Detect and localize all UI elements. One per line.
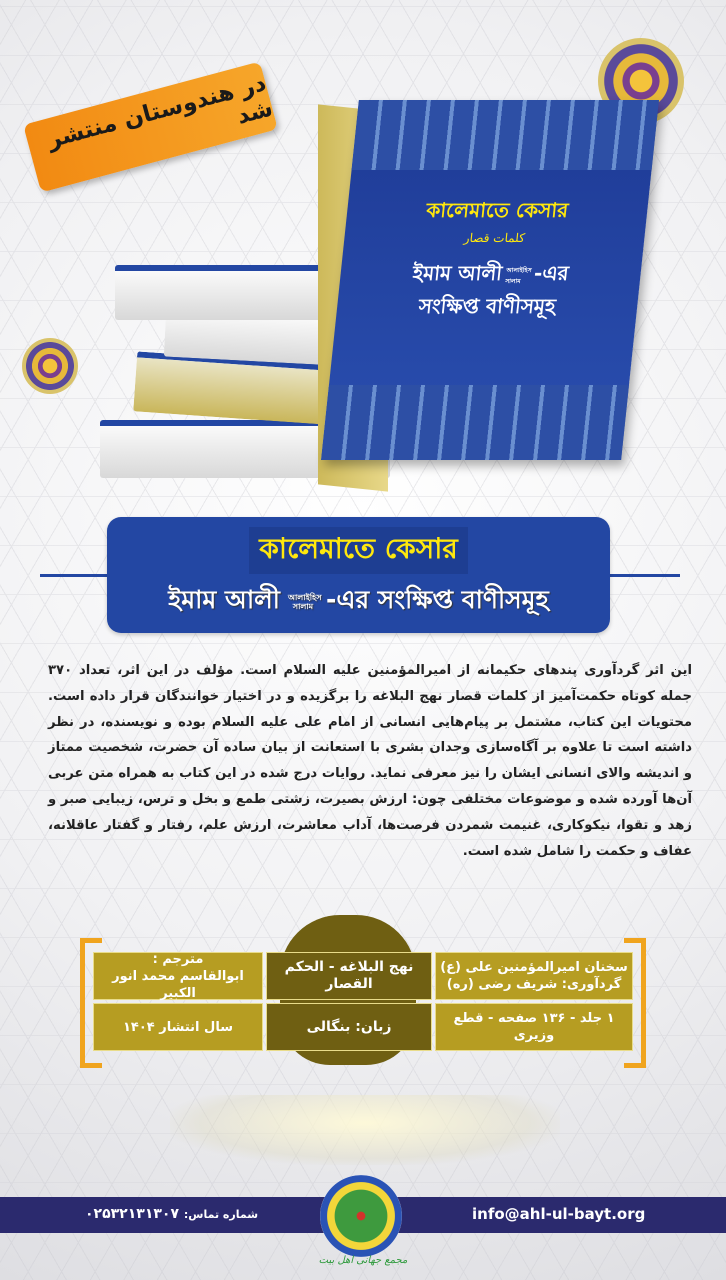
cover-subtitle: ইমাম আলী [411,261,504,285]
banner-honorific [287,592,322,611]
source-cell: نهج البلاغه - الحکم القصار [266,952,432,1000]
year-cell: سال انتشار ۱۴۰۴ [93,1003,263,1051]
books-illustration [0,0,726,500]
cover-honorific: আলাইহিস সালাম [504,266,532,285]
phone-label: شماره تماس: [183,1208,259,1221]
translator-label: مترجم : [152,951,204,967]
badge-text: در هندوستان منتشر شد [44,70,276,154]
volumes-cell: ۱ جلد - ۱۳۶ صفحه - قطع وزیری [435,1003,633,1051]
book-cover [321,100,659,460]
title-banner [107,517,610,633]
language-cell: زبان: بنگالی [266,1003,432,1051]
banner-subtitle-pre: ইমাম আলী [168,585,280,614]
translator-cell [93,952,263,1000]
book-description: این اثر گردآوری پندهای حکیمانه از امیرالمؤمنین علیه السلام است. مؤلف در این اثر، تعداد ۳۷۰ جمله کوتاه حکمت‌آمیز از کلمات قصار نهج البلاغه را برگزیده و در اختیار خوانندگان قرار داده است. محتویات این کتاب، مشتمل بر پیام‌هایی انسانی از امام علی علیه السلام بوده و نویسنده، در نظر داشته است تا علاوه بر آگاه‌سازی وجدان بشری با استعانت از بیان ساده آن حضرت، شخصیت ممتاز و اندیشه والای انسانی ایشان را نیز معرفی نماید. روایات درج شده در این کتاب به همراه متن عربی آن‌ها آورده شده و موضوعات مختلفی چون: ارزش بصیرت، زشتی طمع و بخل و ترس، زیبایی صبر و زهد و تقوا، نیکوکاری، غنیمت شمردن فرصت‌ها، آداب معاشرت، ارزش علم، رفتار و گفتار عاقلانه، عفاف و حکمت را شامل شده است. [48,663,692,859]
banner-ornament-right [608,574,680,577]
banner-title: কালেমাতে কেসার [249,527,467,574]
compiler-line: گردآوری: شریف رضی (ره) [446,977,622,992]
honorific-top: আলাইহিস [287,592,322,602]
email-link[interactable]: info@ahl-ul-bayt.org [472,1205,646,1223]
logo-text: مجمع جهانی اهل بیت [318,1255,408,1266]
info-grid [93,952,633,1051]
author-cell [435,952,633,1000]
banner-subtitle [168,580,548,623]
banner-subtitle-post: -এর সংক্ষিপ্ত বাণীসমূহ [325,585,549,614]
cover-title-fa: کلمات قصار [463,231,526,245]
organization-logo [320,1175,402,1257]
author-line: سخنان امیرالمؤمنین علی (ع) [440,960,628,975]
banner-ornament-left [40,574,110,577]
translator: ابوالقاسم محمد انور الکبیر [112,968,244,1001]
cover-suffix: -এর [532,261,570,285]
cover-title: কালেমাতে কেসার [425,198,570,222]
cover-subtitle-2: সংক্ষিপ্ত বাণীসমূহ [417,294,557,318]
open-book-illustration [170,1095,560,1165]
phone-number: ۰۲۵۳۲۱۳۱۳۰۷ [85,1206,179,1222]
honorific-bottom: সালাম [292,601,314,611]
phone-block [85,1206,258,1222]
